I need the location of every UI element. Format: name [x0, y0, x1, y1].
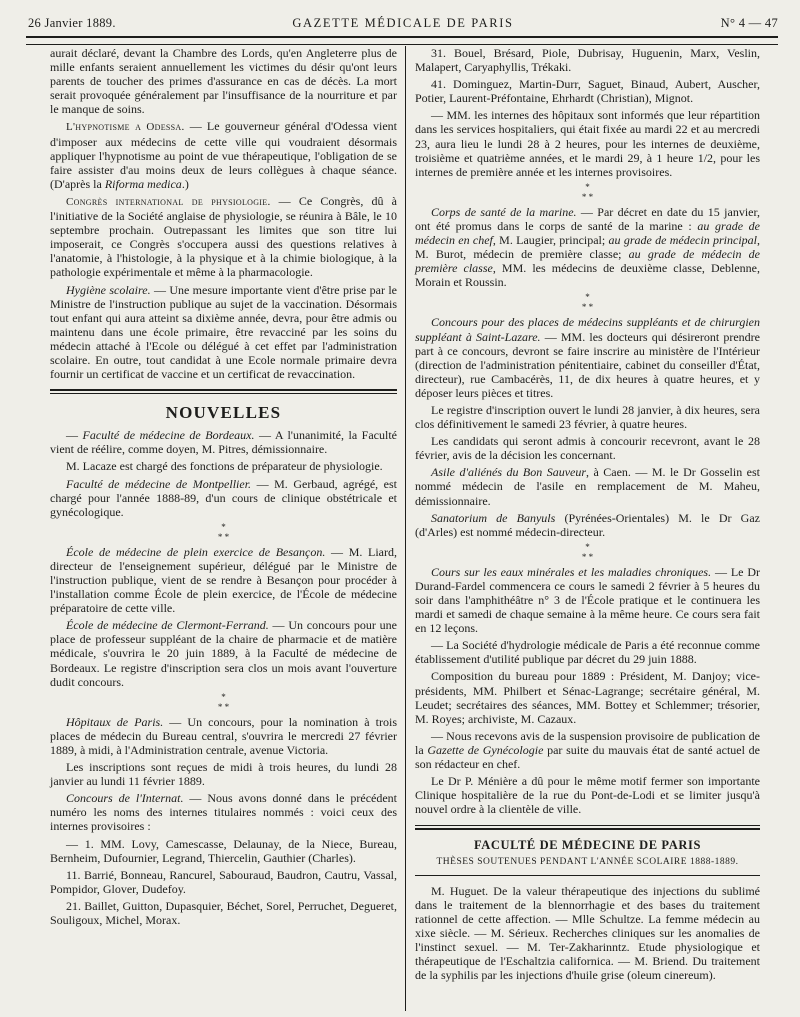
divider [415, 875, 760, 876]
list-item: — 1. MM. Lovy, Camescasse, Delaunay, de la Niece, Bureau, Bernheim, Dufournier, Legrand, Thiercelin, Gauthier (Charles). [50, 836, 397, 865]
asterism-separator: * * * [217, 521, 230, 542]
list-item: 41. Dominguez, Martin-Durr, Saguet, Binaud, Aubert, Auscher, Potier, Laurent-Préfontaine, Ehrhardt (Christian), Mignot. [415, 77, 760, 106]
article-heading: École de médecine de Clermont-Ferrand. [66, 618, 269, 633]
article-hypnotisme: L'hypnotisme a Odessa. — Le gouverneur général d'Odessa vient d'imposer aux médecins de cette ville qui voudraient désormais appliquer l'hypnotisme au point de vue thérapeutique, l'obligation de se faire assister d'au moins deux de leurs collègues à chaque séance. (D'après la Riforma medica.) [50, 119, 397, 191]
article-heading: Congrès international de physiologie. [66, 195, 271, 208]
article-heading: Sanatorium de Banyuls [431, 510, 556, 525]
news-eaux-minerales: Cours sur les eaux minérales et les maladies chroniques. — Le Dr Durand-Fardel commencera ce cours le samedi 2 février à 5 heures du soir dans l'amphithéâtre n° 3 de l'École pratique et le continuera les mardi et samedi de chaque semaine à la même heure. Ce cours sera fait en 12 leçons. [415, 564, 760, 636]
asterism-separator: * * * [581, 292, 594, 313]
news-bordeaux: — Faculté de médecine de Bordeaux. — A l'unanimité, la Faculté vient de réélire, comme doyen, M. Pitres, démissionnaire. [50, 428, 398, 457]
header-rule [26, 36, 778, 45]
article-heading: Faculté de médecine de Montpellier. [66, 476, 252, 491]
news-registre: Le registre d'inscription ouvert le lundi 28 janvier, à dix heures, sera clos définitivement le samedi 23 février, à quatre heures. [415, 402, 760, 432]
section-heading-nouvelles: NOUVELLES [165, 403, 282, 423]
news-inscriptions: Les inscriptions sont reçues de midi à trois heures, du lundi 28 janvier au lundi 11 février 1889. [50, 760, 397, 789]
faculte-heading: FACULTÉ DE MÉDECINE DE PARIS [473, 838, 702, 853]
article-congres-physiologie: Congrès international de physiologie. — Ce Congrès, dû à l'initiative de la Société anglaise de physiologie, se réunira à Bâle, le 10 septembre prochain. Outrepassant les limites que son titre lui imposerait, ce Congrès s'occupera aussi des questions relatives à l'anatomie, à l'histologie, à la physique et à la chimie biologique, à la pathologie expérimentale et même à la pharmacologie. [50, 193, 398, 280]
news-besancon: École de médecine de plein exercice de Besançon. — M. Liard, directeur de l'enseignement supérieur, délégué par le Ministre de l'instruction publique, vient de se rendre à Besançon pour procéder à l'installation comme École de plein exercice, de l'École de médecine préparatoire de cette ville. [50, 544, 398, 616]
list-item: 31. Bouel, Brésard, Piole, Dubrisay, Huguenin, Marx, Veslin, Malapert, Caryaphyllis, Trékaki. [415, 46, 760, 75]
news-hydrologie: — La Société d'hydrologie médicale de Paris a été reconnue comme établissement d'utilité publique par décret du 29 juin 1888. [415, 638, 760, 667]
article-heading: Cours sur les eaux minérales et les maladies chroniques. [431, 564, 712, 579]
news-gazette-gynecologie: — Nous recevons avis de la suspension provisoire de publication de la Gazette de Gynécologie par suite du mauvais état de santé actuel de son rédacteur en chef. [415, 728, 760, 772]
news-saint-lazare: Concours pour des places de médecins suppléants et de chirurgien suppléant à Saint-Lazare. — MM. les docteurs qui désireront prendre part à ce concours, devront se faire inscrire au ministère de l'Intérieur (direction de l'administration pénitentiaire, cabinet du conseiller d'État, directeur), rue Cambacérès, 11, de dix heures à quatre heures, et y déposer leurs pièces et titres. [415, 315, 760, 400]
article-heading: Hôpitaux de Paris. [66, 714, 164, 729]
article-heading: Hygiène scolaire. [66, 282, 151, 297]
right-column [415, 46, 760, 985]
news-hopitaux-paris: Hôpitaux de Paris. — Un concours, pour la nomination à trois places de médecin du Bureau central, s'ouvrira le mercredi 27 février 1889, à midi, à l'Administration centrale, avenue Victoria. [50, 714, 397, 757]
issue-date: 26 Janvier 1889. [28, 16, 116, 30]
theses-list: M. Huguet. De la valeur thérapeutique des injections du sublimé dans le traitement de la blennorrhagie et des bases du traitement rationnel de cette affection. — Mlle Schultze. La femme médecin au xixe siècle. — M. Sérieux. Recherches cliniques sur les anomalies de l'instinct sexuel. — M. Ter-Zakharinntz. Etude physiologique et thérapeutique de l'Eschaltzia californica. — M. Briend. Du traitement de la syphilis par les injections d'huile grise (oleum cinereum). [415, 883, 760, 983]
list-item: 11. Barrié, Bonneau, Rancurel, Sabouraud, Baudron, Cautru, Vassal, Pompidor, Glover, Dudefoy. [50, 867, 397, 896]
article-insurance-end: aurait déclaré, devant la Chambre des Lords, qu'en Angleterre plus de mille enfants seraient annuellement les victimes du désir qu'ont leurs parents de toucher des primes d'assurance en cas de décès. La mort serait provoquée généralement par l'insuffisance de la nourriture et par le manque de soins. [50, 46, 397, 117]
article-heading: Faculté de médecine de Bordeaux. [82, 428, 255, 443]
article-heading: Asile d'aliénés du Bon Sauveur [431, 465, 587, 480]
section-rule [415, 825, 760, 830]
section-rule [50, 389, 397, 394]
news-marine: Corps de santé de la marine. — Par décret en date du 15 janvier, ont été promus dans le corps de santé de la marine : au grade de médecin en chef, M. Laugier, principal; au grade de médecin principal, M. Burot, médecin de première classe; au grade de médecin de première classe, MM. les médecins de deuxième classe, Deblenne, Morain et Roussin. [415, 204, 761, 290]
news-internat: Concours de l'Internat. — Nous avons donné dans le précédent numéro les noms des internes titulaires nommés : voici ceux des internes provisoires : [50, 791, 398, 834]
news-repartition-internes: — MM. les internes des hôpitaux sont informés que leur répartition dans les services hospitaliers, qui était fixée au mardi 22 et au mercredi 23, aura lieu le lundi 28 à 2 heures, pour les internes de deuxième, troisième et quatrième années, et le mardi 29, à 1 heure 1/2, pour les internes de première année et les internes provisoires. [415, 108, 760, 179]
asterism-separator: * * * [581, 541, 594, 562]
article-heading: L'hypnotisme a Odessa. [66, 121, 185, 134]
article-hygiene-scolaire: Hygiène scolaire. — Une mesure importante vient d'être prise par le Ministre de l'instruction publique au sujet de la vaccination. Désormais tout enfant qui aura atteint sa dixième année, devra, pour être admis ou maintenu dans une école primaire, être revacciné par les soins du médecin attaché à l'Ecole ou délégué à cet effet par l'administration scolaire. En outre, tout candidat à une Ecole normale primaire devra fournir un certificat de vaccine et un certificat de revaccination. [50, 282, 398, 382]
column-divider [405, 46, 406, 1011]
asterism-separator: * * * [581, 181, 594, 202]
article-heading: École de médecine de plein exercice de Besançon. [66, 544, 326, 559]
news-candidats: Les candidats qui seront admis à concourir recevront, avant le 28 février, avis de la décision les concernant. [415, 434, 760, 463]
journal-title: GAZETTE MÉDICALE DE PARIS [292, 16, 514, 30]
page-number: N° 4 — 47 [720, 16, 778, 30]
article-heading: Concours pour des places de médecins suppléants et de chirurgien suppléant à Saint-Lazare. [415, 315, 760, 344]
left-column [50, 46, 397, 930]
article-heading: Concours de l'Internat. [66, 791, 184, 806]
news-banyuls: Sanatorium de Banyuls (Pyrénées-Orientales) M. le Dr Gaz (d'Arles) est nommé médecin-directeur. [415, 510, 760, 539]
asterism-separator: * * * [217, 691, 230, 712]
list-item: 21. Baillet, Guitton, Dupasquier, Béchet, Sorel, Perruchet, Degueret, Souligoux, Michel, Morax. [50, 898, 397, 927]
news-bon-sauveur: Asile d'aliénés du Bon Sauveur, à Caen. — M. le Dr Gosselin est nommé médecin de l'asile en remplacement de M. Maheu, démissionnaire. [415, 465, 760, 508]
running-header [28, 16, 778, 36]
news-clermont: École de médecine de Clermont-Ferrand. — Un concours pour une place de professeur suppléant de la chaire de pharmacie et de matière médicale, s'ouvrira le 20 juin 1889, à la Faculté de médecine de Bordeaux. Le registre d'inscription sera clos un mois avant l'ouverture dudit concours. [50, 618, 397, 689]
theses-subheading: THÈSES SOUTENUES PENDANT L'ANNÉE SCOLAIRE 1888-1889. [436, 856, 739, 867]
news-meniere: Le Dr P. Ménière a dû pour le même motif fermer son importante Clinique hospitalière de la rue du Pont-de-Lodi et se limiter jusqu'à nouvel ordre à la clientèle de ville. [415, 774, 760, 817]
news-lacaze: M. Lacaze est chargé des fonctions de préparateur de physiologie. [66, 459, 383, 474]
article-heading: Corps de santé de la marine. [431, 204, 577, 219]
news-bureau: Composition du bureau pour 1889 : Président, M. Danjoy; vice-présidents, MM. Philbert et Sénac-Lagrange; secrétaire général, M. Leudet; secrétaires des séances, MM. Bottey et Schlemmer; trésorier, M. Royes; archiviste, M. Cazaux. [415, 669, 760, 726]
news-montpellier: Faculté de médecine de Montpellier. — M. Gerbaud, agrégé, est chargé pour l'année 1888-89, d'un cours de clinique obstétricale et gynécologique. [50, 476, 397, 519]
